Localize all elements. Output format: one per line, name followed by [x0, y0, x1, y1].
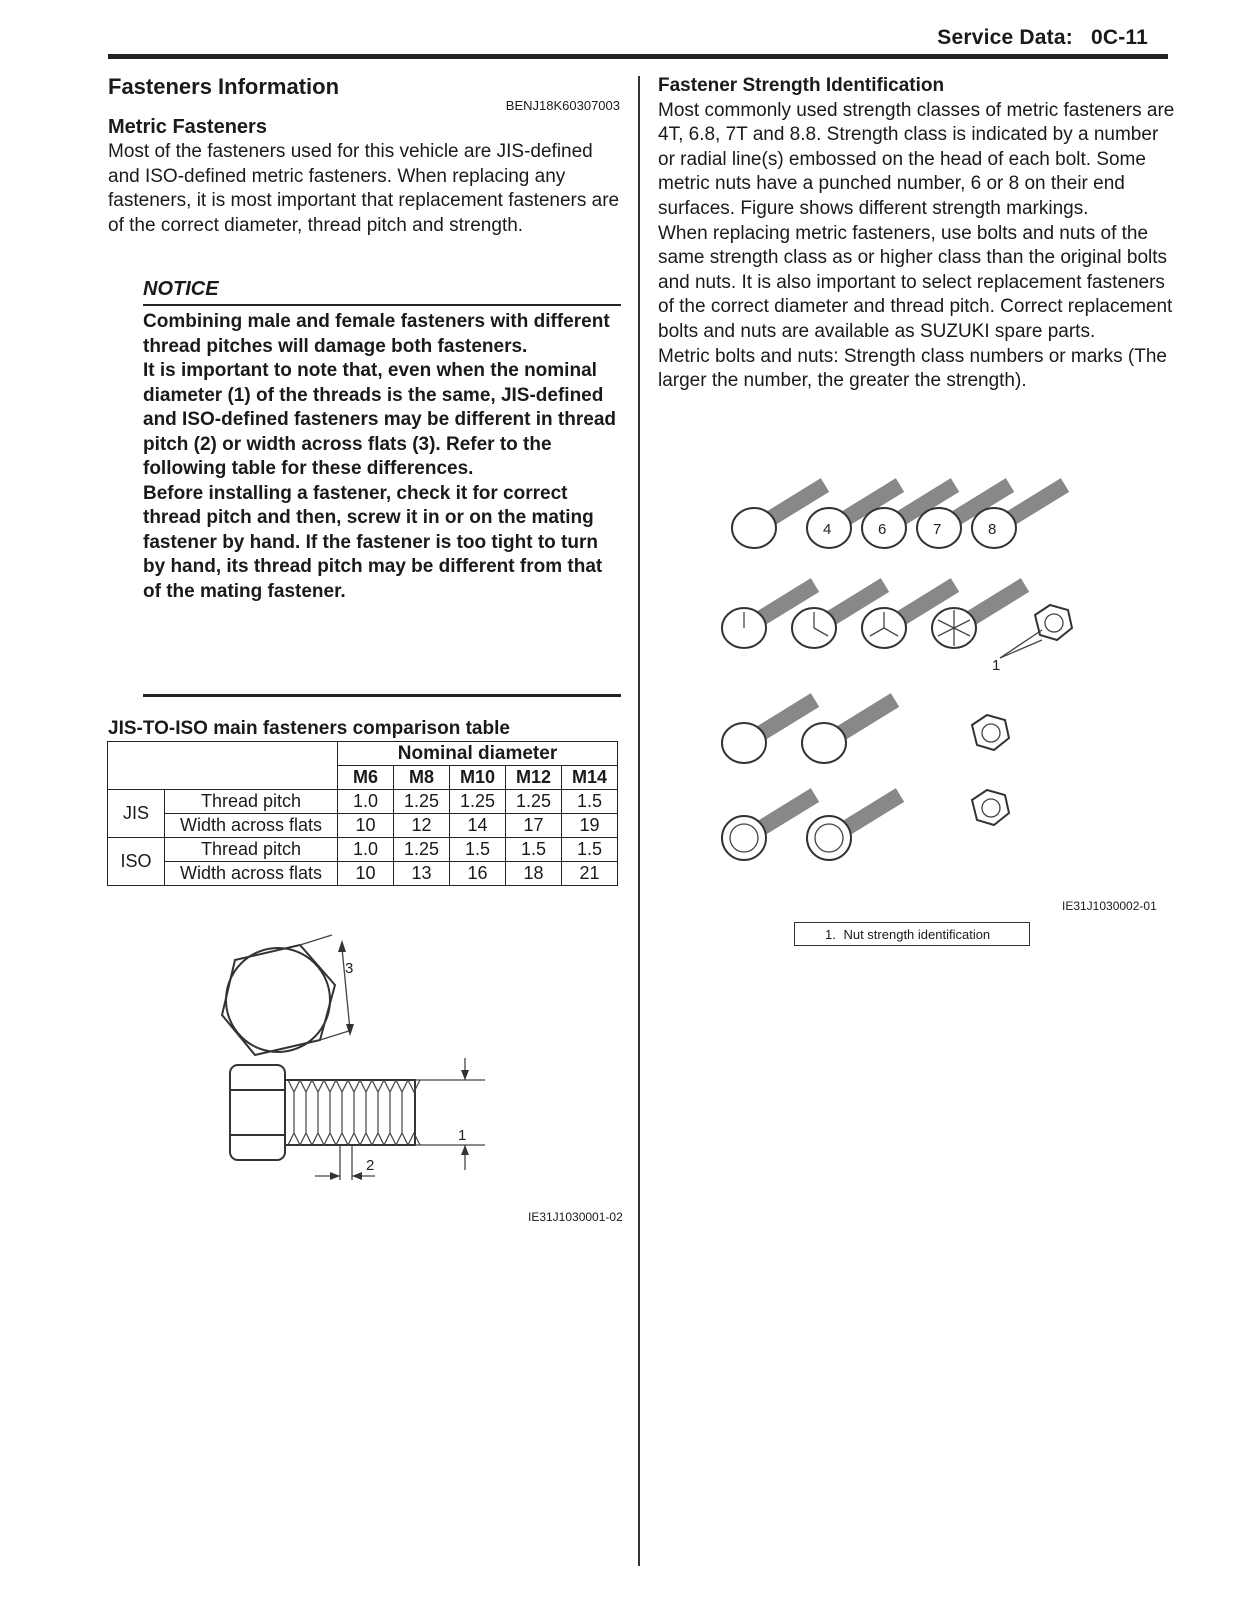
column-header: M6 [338, 766, 394, 790]
bolt-mark-label: 8 [988, 521, 997, 538]
table-row [108, 838, 618, 862]
fastener-dimension-figure [200, 930, 520, 1210]
legend-text: Nut strength identification [843, 927, 991, 942]
row-label: Thread pitch [165, 790, 338, 814]
table-row [108, 742, 618, 766]
table-cell: 1.5 [450, 838, 506, 862]
bolt-class-marked-icon [722, 700, 895, 763]
notice-paragraph-1: Combining male and female fasteners with different thread pitches will damage both fasteners. [143, 311, 610, 357]
row-label: Width across flats [165, 814, 338, 838]
strength-title: Fastener Strength Identification [658, 75, 945, 96]
notice-paragraph-2: It is important to note that, even when the nominal diameter (1) of the threads is the same, JIS-defined and ISO-defined fasteners may be different in thread pitch (2) or width across flats (3). Refer to the following table for these differences. [143, 360, 616, 479]
row-label: Thread pitch [165, 838, 338, 862]
row-group-label: JIS [108, 790, 165, 838]
table-cell: 1.25 [394, 838, 450, 862]
bolt-radial-lines-icon [722, 585, 1025, 648]
table-row [108, 862, 618, 886]
column-header: M12 [506, 766, 562, 790]
section-title: Fasteners Information [108, 74, 340, 99]
dimension-label-3: 3 [345, 960, 354, 977]
nut-punched-icon [1000, 605, 1072, 658]
notice-rule-bottom [143, 694, 621, 697]
document-id: BENJ18K60307003 [505, 98, 620, 113]
header-rule [108, 54, 1168, 59]
page-header [937, 26, 1148, 50]
table-cell: 1.25 [506, 790, 562, 814]
notice-box [143, 310, 621, 604]
table-cell: 17 [506, 814, 562, 838]
strength-markings-figure [720, 470, 1160, 890]
row-group-label: ISO [108, 838, 165, 886]
notice-paragraph-3: Before installing a fastener, check it for correct thread pitch and then, screw it in or on the mating fastener by hand. If the fastener is too tight to turn by hand, its thread pitch may be different from that of the mating fastener. [143, 482, 603, 602]
image-id-right: IE31J1030002-01 [1062, 899, 1157, 913]
nut-hex-icon [972, 790, 1009, 825]
strength-paragraph-2: When replacing metric fasteners, use bolts and nuts of the same strength class as or higher class than the original bolts and nuts. It is also important to select replacement fasteners of the correct diameter and thread pitch. Correct replacement bolts and nuts are available as SUZUKI spare parts. [658, 222, 1173, 342]
page-number: 0C-11 [1090, 26, 1148, 49]
table-cell: 1.25 [450, 790, 506, 814]
nut-callout-label: 1 [992, 657, 1001, 674]
subsection-title: Metric Fasteners [108, 116, 267, 138]
bolt-mark-label: 6 [878, 521, 887, 538]
bolt-flanged-icon [722, 795, 900, 860]
column-header: M14 [562, 766, 618, 790]
table-cell: 21 [562, 862, 618, 886]
table-cell: 18 [506, 862, 562, 886]
table-cell: 13 [394, 862, 450, 886]
figure-legend [794, 922, 1030, 946]
notice-label: NOTICE [143, 278, 219, 300]
hex-head-icon [222, 935, 354, 1055]
bolt-mark-label: 7 [933, 521, 942, 538]
column-divider [638, 76, 640, 1566]
table-cell: 1.0 [338, 790, 394, 814]
group-header: Nominal diameter [338, 742, 618, 766]
table-title: JIS-TO-ISO main fasteners comparison table [108, 718, 510, 739]
column-header: M10 [450, 766, 506, 790]
intro-paragraph: Most of the fasteners used for this vehicle are JIS-defined and ISO-defined metric fasteners. When replacing any fasteners, it is most important that replacement fasteners are of the correct diameter, thread pitch and strength. [108, 141, 620, 236]
table-cell: 10 [338, 862, 394, 886]
table-row [108, 814, 618, 838]
table-cell: 1.0 [338, 838, 394, 862]
dimension-label-1: 1 [458, 1127, 467, 1144]
row-label: Width across flats [165, 862, 338, 886]
bolt-side-view-icon [230, 1058, 485, 1180]
table-corner-cell [108, 742, 338, 790]
column-header: M8 [394, 766, 450, 790]
table-cell: 1.5 [562, 790, 618, 814]
table-cell: 12 [394, 814, 450, 838]
table-cell: 1.25 [394, 790, 450, 814]
image-id-left: IE31J1030001-02 [528, 1210, 623, 1224]
bolt-mark-label: 4 [823, 521, 832, 538]
strength-paragraph-3: Metric bolts and nuts: Strength class numbers or marks (The larger the number, the greater the strength). [658, 345, 1167, 392]
table-row [108, 790, 618, 814]
table-cell: 14 [450, 814, 506, 838]
strength-section [658, 74, 1178, 394]
strength-paragraph-1: Most commonly used strength classes of metric fasteners are 4T, 6.8, 7T and 8.8. Strength class is indicated by a number or radial line(s) embossed on the head of each bolt. Some metric nuts have a punched number, 6 or 8 on their end surfaces. Figure shows different strength markings. [658, 99, 1175, 219]
table-cell: 10 [338, 814, 394, 838]
table-cell: 19 [562, 814, 618, 838]
dimension-label-2: 2 [366, 1157, 375, 1174]
notice-rule-top [143, 304, 621, 306]
header-section: Service Data: [937, 26, 1073, 49]
legend-number: 1. [825, 927, 836, 942]
table-cell: 16 [450, 862, 506, 886]
table-cell: 1.5 [562, 838, 618, 862]
comparison-table [107, 741, 618, 886]
table-cell: 1.5 [506, 838, 562, 862]
nut-flanged-icon [972, 715, 1009, 750]
